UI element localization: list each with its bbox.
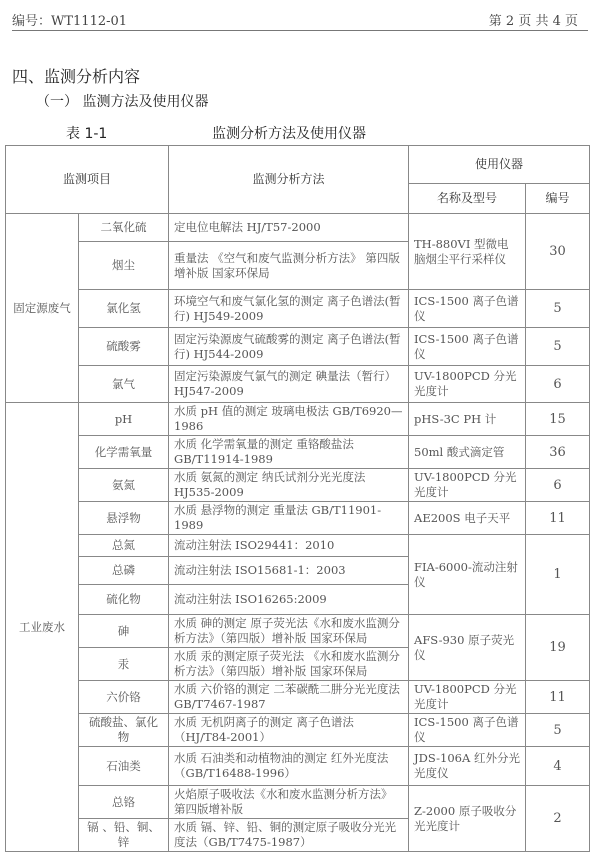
method-cell: 流动注射法 ISO16265:2009 xyxy=(169,585,409,615)
instrument-name-cell: Z-2000 原子吸收分光光度计 xyxy=(409,786,526,852)
category-cell: 工业废水 xyxy=(6,403,79,852)
instrument-number-cell: 4 xyxy=(526,747,590,786)
category-cell: 固定源废气 xyxy=(6,214,79,403)
instrument-name-cell: pHS-3C PH 计 xyxy=(409,403,526,436)
table-row xyxy=(6,366,590,403)
instrument-number-cell: 5 xyxy=(526,714,590,747)
item-cell: 氨氮 xyxy=(79,469,169,502)
item-cell: 硫酸雾 xyxy=(79,328,169,366)
table-row xyxy=(6,328,590,366)
instrument-number-cell: 1 xyxy=(526,535,590,615)
instrument-name-cell: FIA-6000-流动注射仪 xyxy=(409,535,526,615)
instrument-name-cell: AE200S 电子天平 xyxy=(409,502,526,535)
item-cell: 烟尘 xyxy=(79,242,169,290)
method-cell: 流动注射法 ISO29441：2010 xyxy=(169,535,409,557)
header-instrument: 使用仪器 xyxy=(409,146,590,184)
instrument-name-cell: AFS-930 原子荧光仪 xyxy=(409,615,526,681)
header-item: 监测项目 xyxy=(6,146,169,214)
method-cell: 水质 pH 值的测定 玻璃电极法 GB/T6920—1986 xyxy=(169,403,409,436)
item-cell: 砷 xyxy=(79,615,169,648)
item-cell: 硫化物 xyxy=(79,585,169,615)
item-cell: pH xyxy=(79,403,169,436)
item-cell: 六价铬 xyxy=(79,681,169,714)
item-cell: 悬浮物 xyxy=(79,502,169,535)
table-row xyxy=(6,535,590,557)
instrument-number-cell: 6 xyxy=(526,469,590,502)
section-title: 四、监测分析内容 xyxy=(12,67,141,86)
document-number: 编号：WT1112-01 xyxy=(12,14,128,29)
instrument-name-cell: JDS-106A 红外分光光度仪 xyxy=(409,747,526,786)
item-cell: 化学需氧量 xyxy=(79,436,169,469)
method-cell: 重量法 《空气和废气监测分析方法》 第四版增补版 国家环保局 xyxy=(169,242,409,290)
instrument-number-cell: 36 xyxy=(526,436,590,469)
item-cell: 总铬 xyxy=(79,786,169,819)
item-cell: 二氧化硫 xyxy=(79,214,169,242)
table-row xyxy=(6,681,590,714)
instrument-number-cell: 6 xyxy=(526,366,590,403)
method-cell: 固定污染源废气氯气的测定 碘量法（暂行） HJ547-2009 xyxy=(169,366,409,403)
table-title: 监测分析方法及使用仪器 xyxy=(212,126,366,142)
method-cell: 固定污染源废气硫酸雾的测定 离子色谱法(暂行) HJ544-2009 xyxy=(169,328,409,366)
table-row xyxy=(6,214,590,242)
method-cell: 定电位电解法 HJ/T57-2000 xyxy=(169,214,409,242)
instrument-number-cell: 2 xyxy=(526,786,590,852)
method-cell: 水质 悬浮物的测定 重量法 GB/T11901-1989 xyxy=(169,502,409,535)
table-row xyxy=(6,290,590,328)
table-row xyxy=(6,469,590,502)
table-row xyxy=(6,747,590,786)
instrument-name-cell: UV-1800PCD 分光光度计 xyxy=(409,469,526,502)
method-cell: 流动注射法 ISO15681-1：2003 xyxy=(169,557,409,585)
table-row xyxy=(6,436,590,469)
table-row xyxy=(6,502,590,535)
instrument-name-cell: ICS-1500 离子色谱仪 xyxy=(409,328,526,366)
method-cell: 环境空气和废气氯化氢的测定 离子色谱法(暂行) HJ549-2009 xyxy=(169,290,409,328)
item-cell: 氯气 xyxy=(79,366,169,403)
item-cell: 总磷 xyxy=(79,557,169,585)
instrument-number-cell: 11 xyxy=(526,681,590,714)
item-cell: 石油类 xyxy=(79,747,169,786)
instrument-name-cell: 50ml 酸式滴定管 xyxy=(409,436,526,469)
header-method: 监测分析方法 xyxy=(169,146,409,214)
instrument-number-cell: 11 xyxy=(526,502,590,535)
page-number: 第 2 页 共 4 页 xyxy=(488,14,578,29)
instrument-name-cell: UV-1800PCD 分光光度计 xyxy=(409,366,526,403)
instrument-name-cell: ICS-1500 离子色谱仪 xyxy=(409,290,526,328)
method-cell: 水质 镉、锌、铅、铜的测定原子吸收分光光度法（GB/T7475-1987） xyxy=(169,819,409,852)
method-cell: 水质 化学需氧量的测定 重铬酸盐法 GB/T11914-1989 xyxy=(169,436,409,469)
method-cell: 水质 六价铬的测定 二苯碳酰二肼分光光度法 GB/T7467-1987 xyxy=(169,681,409,714)
instrument-name-cell: UV-1800PCD 分光光度计 xyxy=(409,681,526,714)
method-cell: 水质 砷的测定 原子荧光法《水和废水监测分析方法》（第四版）增补版 国家环保局 xyxy=(169,615,409,648)
instrument-name-cell: ICS-1500 离子色谱仪 xyxy=(409,714,526,747)
page-header xyxy=(12,8,588,31)
header-instrument-name: 名称及型号 xyxy=(409,184,526,214)
table-row xyxy=(6,714,590,747)
item-cell: 汞 xyxy=(79,648,169,681)
item-cell: 氯化氢 xyxy=(79,290,169,328)
table-label: 表 1-1 xyxy=(66,126,108,142)
instrument-number-cell: 5 xyxy=(526,290,590,328)
instrument-number-cell: 15 xyxy=(526,403,590,436)
table-row xyxy=(6,786,590,819)
item-cell: 镉 、铅、铜、锌 xyxy=(79,819,169,852)
instrument-name-cell: TH-880VI 型微电脑烟尘平行采样仪 xyxy=(409,214,526,290)
item-cell: 总氮 xyxy=(79,535,169,557)
item-cell: 硫酸盐、氯化物 xyxy=(79,714,169,747)
instrument-number-cell: 5 xyxy=(526,328,590,366)
method-cell: 水质 氨氮的测定 纳氏试剂分光光度法 HJ535-2009 xyxy=(169,469,409,502)
subsection-title: （一） 监测方法及使用仪器 xyxy=(36,94,209,110)
header-instrument-number: 编号 xyxy=(526,184,590,214)
table-row xyxy=(6,615,590,648)
instrument-number-cell: 19 xyxy=(526,615,590,681)
method-cell: 水质 石油类和动植物油的测定 红外光度法（GB/T16488-1996） xyxy=(169,747,409,786)
methods-table xyxy=(5,145,590,852)
method-cell: 水质 无机阴离子的测定 离子色谱法（HJ/T84-2001） xyxy=(169,714,409,747)
method-cell: 水质 汞的测定原子荧光法 《水和废水监测分析方法》（第四版）增补版 国家环保局 xyxy=(169,648,409,681)
table-row xyxy=(6,403,590,436)
instrument-number-cell: 30 xyxy=(526,214,590,290)
method-cell: 火焰原子吸收法《水和废水监测分析方法》第四版增补版 xyxy=(169,786,409,819)
